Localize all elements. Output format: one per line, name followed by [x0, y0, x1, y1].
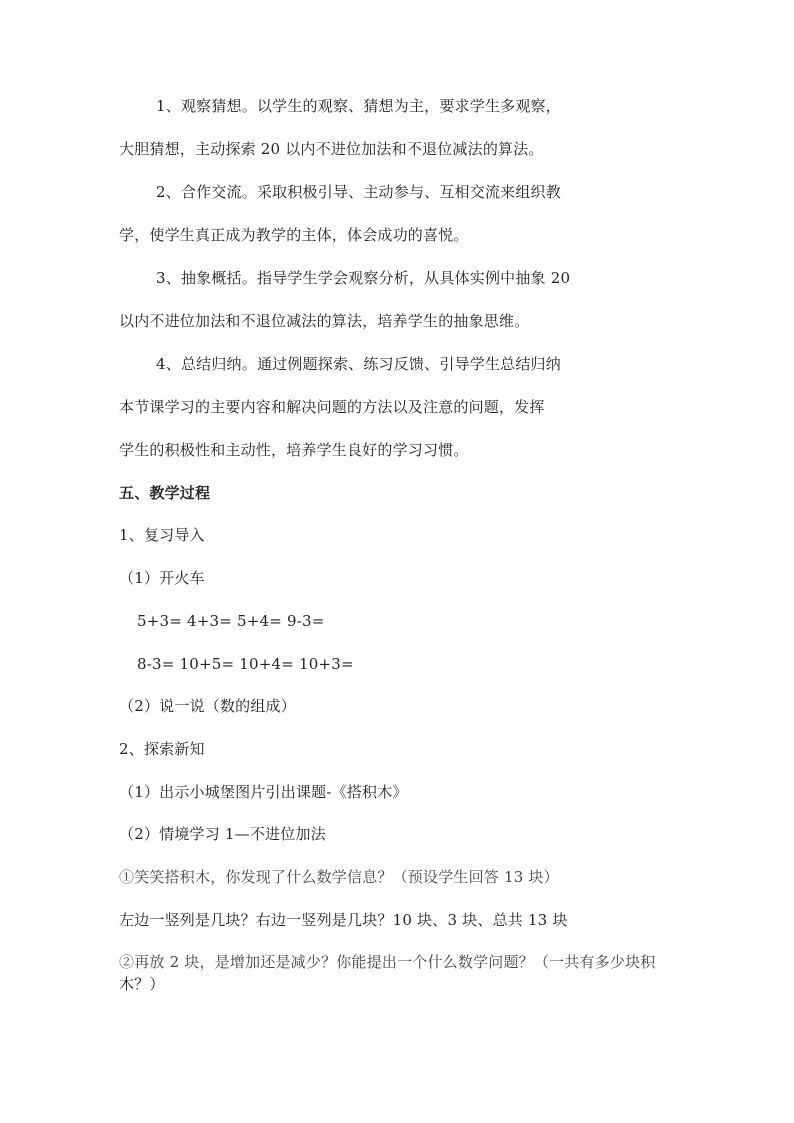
review-item-1: （1）开火车	[119, 569, 205, 587]
paragraph-1-line-2: 大胆猜想，主动探索 20 以内不进位加法和不退位减法的算法。	[119, 140, 544, 158]
section-heading: 五、教学过程	[119, 484, 211, 502]
explore-question-1: ①笑笑搭积木，你发现了什么数学信息？（预设学生回答 13 块）	[119, 868, 559, 886]
explore-item-2: （2）情境学习 1—不进位加法	[119, 825, 326, 843]
paragraph-4-line-1: 4、总结归纳。通过例题探索、练习反馈、引导学生总结归纳	[156, 355, 561, 373]
explore-question-1-answer: 左边一竖列是几块？右边一竖列是几块？10 块、3 块、总共 13 块	[119, 911, 568, 929]
review-equations-row-1: 5+3= 4+3= 5+4= 9-3=	[137, 612, 325, 630]
paragraph-2-line-2: 学，使学生真正成为教学的主体，体会成功的喜悦。	[119, 226, 469, 244]
explore-item-1: （1）出示小城堡图片引出课题-《搭积木》	[119, 783, 408, 801]
paragraph-4-line-2: 本节课学习的主要内容和解决问题的方法以及注意的问题，发挥	[119, 398, 545, 416]
explore-question-2-line-2: 木？）	[119, 975, 165, 993]
paragraph-3-line-2: 以内不进位加法和不退位减法的算法，培养学生的抽象思维。	[119, 312, 530, 330]
explore-question-2-line-1: ②再放 2 块，是增加还是减少？你能提出一个什么数学问题？（一共有多少块积	[119, 953, 656, 971]
review-equations-row-2: 8-3= 10+5= 10+4= 10+3=	[137, 655, 354, 673]
paragraph-1-line-1: 1、观察猜想。以学生的观察、猜想为主，要求学生多观察，	[156, 97, 561, 115]
review-title: 1、复习导入	[119, 526, 205, 544]
review-item-2: （2）说一说（数的组成）	[119, 697, 296, 715]
paragraph-4-line-3: 学生的积极性和主动性，培养学生良好的学习习惯。	[119, 441, 469, 459]
paragraph-2-line-1: 2、合作交流。采取积极引导、主动参与、互相交流来组织教	[156, 183, 561, 201]
explore-title: 2、探索新知	[119, 740, 205, 758]
paragraph-3-line-1: 3、抽象概括。指导学生学会观察分析，从具体实例中抽象 20	[156, 269, 571, 287]
